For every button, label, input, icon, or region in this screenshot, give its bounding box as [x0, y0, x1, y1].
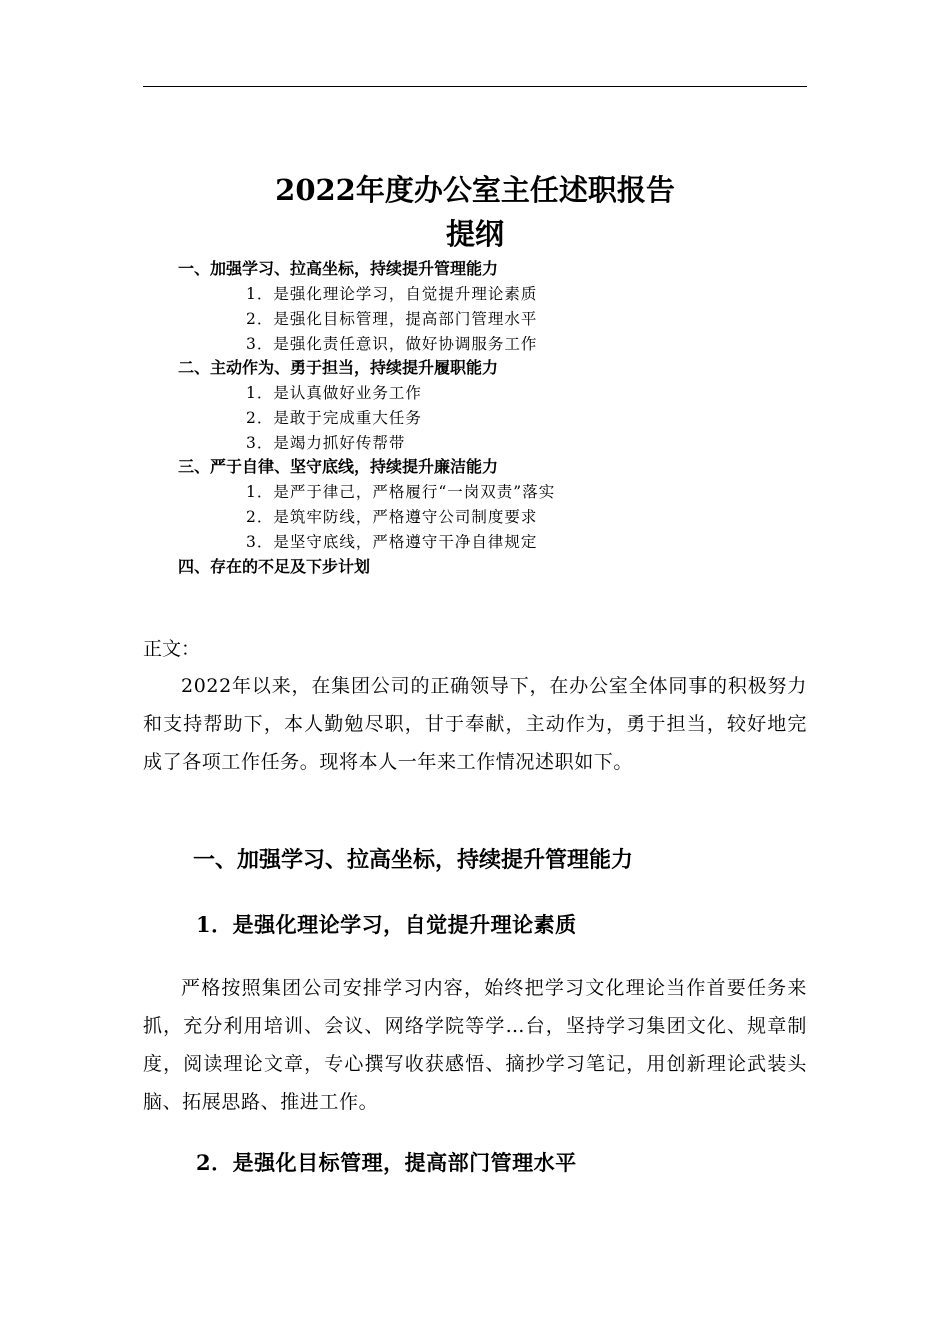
outline-heading: 二、主动作为、勇于担当，持续提升履职能力 — [178, 358, 499, 377]
body-label: 正文： — [143, 638, 201, 660]
intro-paragraph: 2022年以来，在集团公司的正确领导下，在办公室全体同事的积极努力和支持帮助下，本人勤勉尽职，甘于奉献，主动作为，勇于担当，较好地完成了各项工作任务。现将本人一年来工作情况述职如下。 — [143, 675, 807, 773]
outline-heading: 四、存在的不足及下步计划 — [178, 557, 371, 576]
outline-item: 1．是强化理论学习，自觉提升理论素质 — [246, 285, 538, 303]
outline-item: 2．是强化目标管理，提高部门管理水平 — [246, 310, 538, 328]
outline-item: 2．是筑牢防线，严格遵守公司制度要求 — [246, 508, 538, 526]
subsection-heading: 1．是强化理论学习，自觉提升理论素质 — [196, 912, 577, 937]
header-rule — [143, 86, 807, 87]
section-heading: 一、加强学习、拉高坐标，持续提升管理能力 — [193, 848, 634, 873]
outline-item: 1．是严于律己，严格履行“一岗双责”落实 — [246, 483, 556, 501]
outline-item: 3．是强化责任意识，做好协调服务工作 — [246, 335, 538, 353]
outline-heading: 三、严于自律、坚守底线，持续提升廉洁能力 — [178, 457, 499, 476]
outline-item: 2．是敢于完成重大任务 — [246, 409, 422, 427]
outline-item: 3．是坚守底线，严格遵守干净自律规定 — [246, 533, 538, 551]
body-paragraph: 严格按照集团公司安排学习内容，始终把学习文化理论当作首要任务来抓，充分利用培训、会议、网络学院等学…台，坚持学习集团文化、规章制度，阅读理论文章，专心撰写收获感悟、摘抄学习笔记，用创新理论武装头脑、拓展思路、推进工作。 — [143, 977, 807, 1113]
document-title: 2022年度办公室主任述职报告 — [275, 173, 675, 207]
outline-heading: 一、加强学习、拉高坐标，持续提升管理能力 — [178, 259, 499, 278]
outline-item: 3．是竭力抓好传帮带 — [246, 434, 406, 452]
outline-item: 1．是认真做好业务工作 — [246, 384, 422, 402]
subsection-heading: 2．是强化目标管理，提高部门管理水平 — [196, 1150, 577, 1175]
outline-title: 提纲 — [445, 217, 504, 251]
